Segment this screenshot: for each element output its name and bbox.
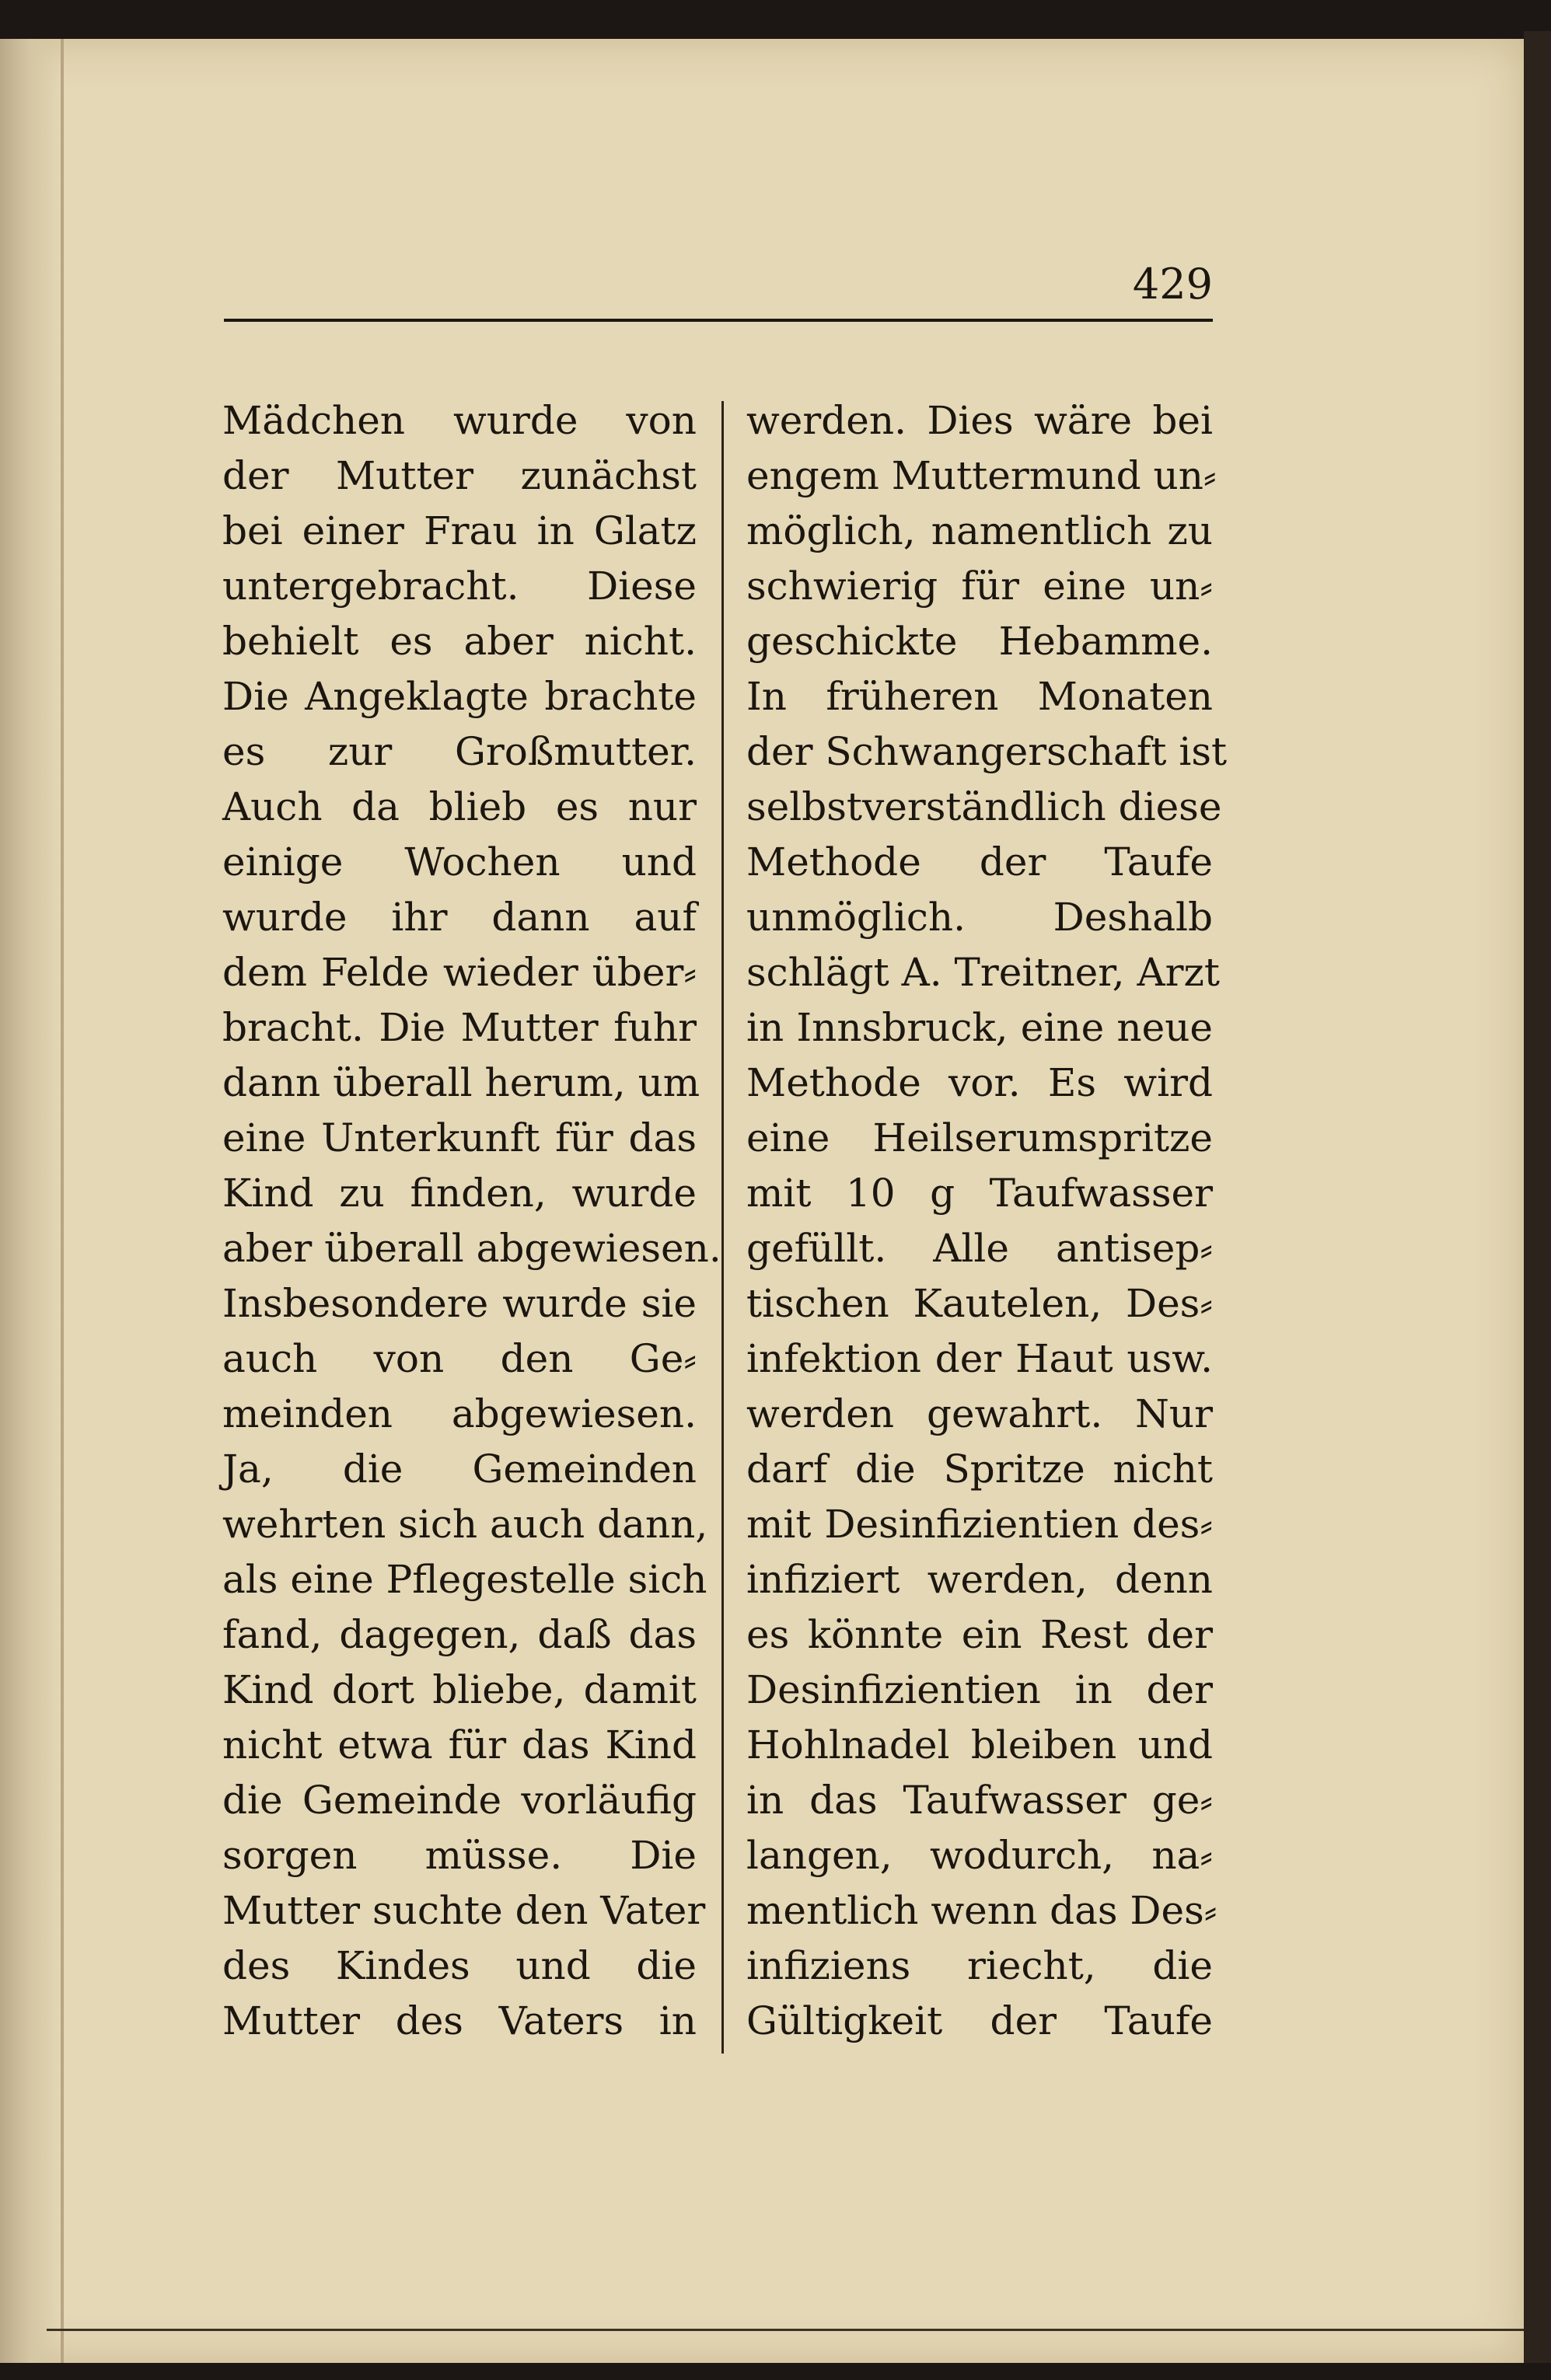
text-line: bei einer Frau in Glatz [222, 508, 697, 553]
text-line: der Schwangerschaft ist [746, 729, 1228, 774]
text-line: Die Angeklagte brachte [222, 674, 697, 719]
text-line: unmöglich. Deshalb [746, 895, 1213, 940]
spine-fold-line [61, 39, 64, 2363]
text-line: wurde ihr dann auf [222, 895, 697, 940]
text-line: Mädchen wurde von [222, 398, 697, 443]
text-line: Mutter suchte den Vater [222, 1888, 706, 1933]
text-line: geschickte Hebamme. [746, 619, 1213, 664]
text-line: Methode vor. Es wird [746, 1060, 1213, 1105]
page-bottom-edge [47, 2329, 1524, 2331]
text-line: die Gemeinde vorläufig [222, 1778, 697, 1823]
text-line: meinden abgewiesen. [222, 1391, 697, 1436]
column-divider [721, 401, 724, 2054]
text-line: langen, wodurch, na⸗ [746, 1833, 1213, 1878]
text-line: es könnte ein Rest der [746, 1612, 1213, 1657]
header-rule [224, 319, 1213, 322]
text-line: in das Taufwasser ge⸗ [746, 1778, 1213, 1823]
text-line: es zur Großmutter. [222, 729, 697, 774]
text-line: nicht etwa für das Kind [222, 1722, 697, 1768]
text-line: werden. Dies wäre bei [746, 398, 1213, 443]
right-text-column [746, 393, 1228, 2049]
text-line: fand, dagegen, daß das [222, 1612, 697, 1657]
text-line: eine Heilserumspritze [746, 1115, 1213, 1160]
book-page [0, 39, 1524, 2363]
text-line: Gültigkeit der Taufe [746, 1998, 1213, 2043]
text-line: möglich, namentlich zu [746, 508, 1213, 553]
text-line: untergebracht. Diese [222, 564, 697, 609]
text-line: Hohlnadel bleiben und [746, 1722, 1213, 1768]
text-line: Ja, die Gemeinden [222, 1446, 697, 1492]
text-line: in Innsbruck, eine neue [746, 1005, 1213, 1050]
text-line: dann überall herum, um [222, 1060, 700, 1105]
text-line: aber überall abgewiesen. [222, 1226, 721, 1271]
text-line: gefüllt. Alle antisep⸗ [746, 1226, 1213, 1271]
text-line: tischen Kautelen, Des⸗ [746, 1281, 1213, 1326]
text-line: des Kindes und die [222, 1943, 697, 1988]
text-line: werden gewahrt. Nur [746, 1391, 1213, 1436]
text-line: einige Wochen und [222, 839, 697, 885]
text-line: der Mutter zunächst [222, 453, 697, 498]
scan-background-edge [1524, 31, 1551, 2363]
left-text-column [222, 393, 721, 2049]
spine-shadow [0, 39, 62, 2363]
text-line: als eine Pflegestelle sich [222, 1557, 707, 1602]
text-line: sorgen müsse. Die [222, 1833, 697, 1878]
text-line: engem Muttermund un⸗ [746, 453, 1217, 498]
text-line: selbstverständlich diese [746, 784, 1222, 829]
text-line: schlägt A. Treitner, Arzt [746, 950, 1220, 995]
text-line: Insbesondere wurde sie [222, 1281, 697, 1326]
text-line: Desinfizientien in der [746, 1667, 1213, 1712]
text-line: behielt es aber nicht. [222, 619, 697, 664]
text-line: infektion der Haut usw. [746, 1336, 1213, 1381]
text-line: bracht. Die Mutter fuhr [222, 1005, 697, 1050]
text-line: In früheren Monaten [746, 674, 1213, 719]
text-line: Kind zu finden, wurde [222, 1171, 697, 1216]
text-line: schwierig für eine un⸗ [746, 564, 1213, 609]
text-line: auch von den Ge⸗ [222, 1336, 697, 1381]
text-line: Kind dort bliebe, damit [222, 1667, 697, 1712]
text-line: Auch da blieb es nur [222, 784, 697, 829]
text-line: mit 10 g Taufwasser [746, 1171, 1213, 1216]
text-line: Methode der Taufe [746, 839, 1213, 885]
text-line: eine Unterkunft für das [222, 1115, 697, 1160]
text-line: darf die Spritze nicht [746, 1446, 1213, 1492]
text-line: infiziert werden, denn [746, 1557, 1213, 1602]
text-line: dem Felde wieder über⸗ [222, 950, 697, 995]
text-line: Mutter des Vaters in [222, 1998, 697, 2043]
text-line: mit Desinfizientien des⸗ [746, 1502, 1213, 1547]
page-number: 429 [1132, 260, 1213, 309]
text-line: infiziens riecht, die [746, 1943, 1213, 1988]
text-line: wehrten sich auch dann, [222, 1502, 708, 1547]
text-line: mentlich wenn das Des⸗ [746, 1888, 1217, 1933]
